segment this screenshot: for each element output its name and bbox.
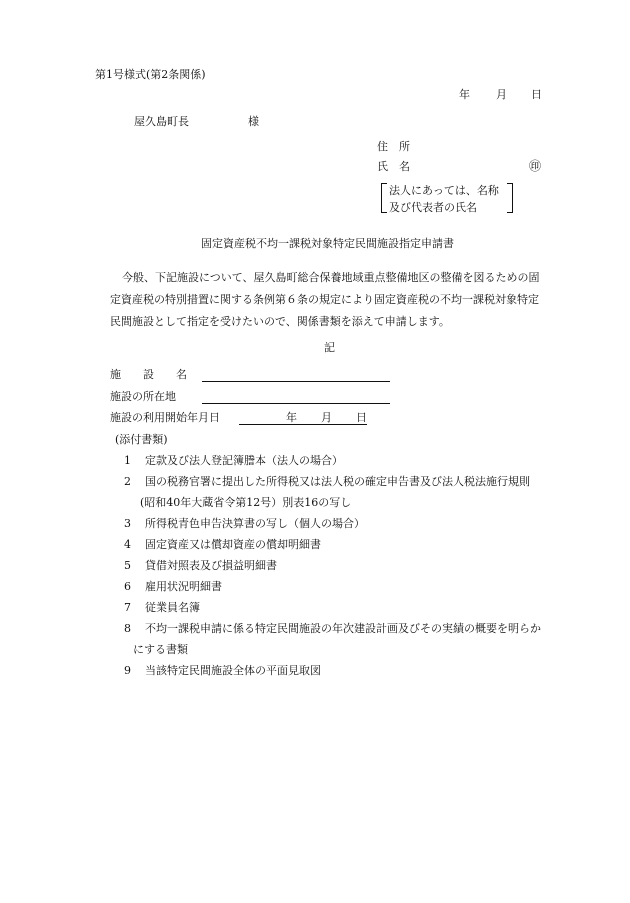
attachment-num-9: 9 [124, 664, 131, 677]
attachments-header: (添付書類) [115, 433, 168, 446]
attachment-num-7: 7 [124, 601, 131, 614]
document-title: 固定資産税不均一課税対象特定民間施設指定申請書 [201, 237, 454, 250]
attachment-cont-2: (昭和40年大蔵省令第12号）別表16の写し [140, 496, 352, 509]
addressee-name: 屋久島町長 [134, 115, 189, 128]
corp-note-line-1: 法人にあっては、名称 [389, 184, 499, 197]
attachment-text-9: 当該特定民間施設全体の平面見取図 [145, 664, 321, 677]
attachment-num-4: 4 [124, 538, 131, 551]
addressee-suffix: 様 [248, 115, 259, 128]
attachment-num-1: 1 [124, 454, 131, 467]
attachment-text-6: 雇用状況明細書 [145, 580, 222, 593]
start-date-label: 施設の利用開始年月日 [110, 411, 220, 424]
attachment-text-2: 国の税務官署に提出した所得税又は法人税の確定申告書及び法人税法施行規則 [145, 475, 530, 488]
attachment-text-5: 貸借対照表及び損益明細書 [145, 559, 277, 572]
start-date-month: 月 [321, 411, 332, 424]
attachment-text-4: 固定資産又は償却資産の償却明細書 [145, 538, 321, 551]
date-year: 年 [459, 88, 470, 101]
name-label: 氏 名 [377, 160, 410, 173]
facility-name-field[interactable] [202, 381, 390, 382]
location-field[interactable] [202, 403, 390, 404]
seal-mark: ㊞ [529, 159, 542, 173]
body-line-2: 定資産税の特別措置に関する条例第６条の規定により固定資産税の不均一課税対象特定 [110, 293, 539, 306]
attachment-text-8: 不均一課税申請に係る特定民間施設の年次建設計画及びその実績の概要を明らか [145, 622, 541, 635]
address-label: 住 所 [377, 140, 410, 153]
attachment-num-3: 3 [124, 517, 131, 530]
attachment-text-7: 従業員名簿 [145, 601, 200, 614]
body-line-1: 今般、下記施設について、屋久島町総合保養地域重点整備地区の整備を図るための固 [122, 271, 540, 284]
attachment-num-6: 6 [124, 580, 131, 593]
form-number: 第1号様式(第2条関係) [95, 68, 206, 81]
corp-note-line-2: 及び代表者の氏名 [389, 201, 477, 214]
date-month: 月 [496, 88, 507, 101]
start-date-day: 日 [356, 411, 367, 424]
ki-heading: 記 [324, 341, 335, 354]
start-date-field[interactable] [239, 424, 367, 425]
corp-bracket-right [507, 183, 513, 213]
attachment-num-2: 2 [124, 475, 131, 488]
attachment-cont-8: にする書類 [133, 643, 188, 656]
date-day: 日 [531, 88, 542, 101]
attachment-text-1: 定款及び法人登記簿謄本（法人の場合） [145, 454, 343, 467]
attachment-num-8: 8 [124, 622, 131, 635]
body-line-3: 民間施設として指定を受けたいので、関係書類を添えて申請します。 [110, 315, 450, 328]
start-date-year: 年 [286, 411, 297, 424]
attachment-text-3: 所得税青色申告決算書の写し（個人の場合） [145, 517, 365, 530]
facility-name-label: 施 設 名 [110, 368, 187, 381]
corp-bracket-left [381, 183, 387, 213]
attachment-num-5: 5 [124, 559, 131, 572]
location-label: 施設の所在地 [110, 390, 176, 403]
